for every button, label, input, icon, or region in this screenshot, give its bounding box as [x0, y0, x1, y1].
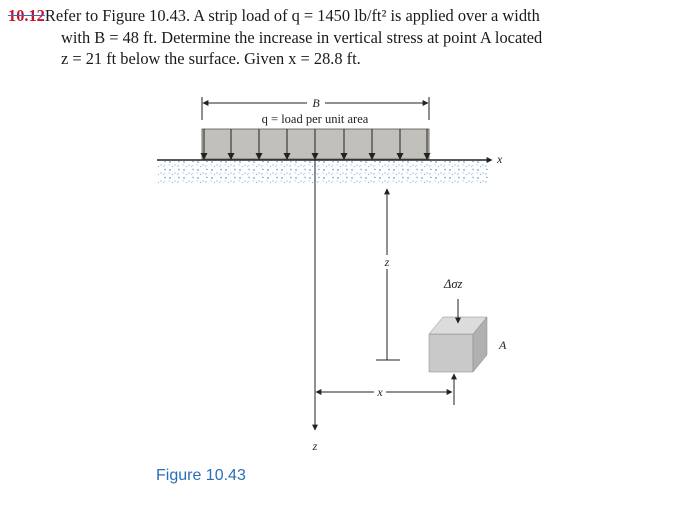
problem-number: 10.12 [8, 6, 45, 25]
label-point-A: A [499, 338, 507, 352]
problem-text-line-1: Refer to Figure 10.43. A strip load of q = 1450 lb/ft² is applied over a width [44, 6, 540, 25]
label-x-distance: x [377, 385, 383, 399]
label-z-axis: z [312, 439, 318, 453]
figure-caption: Figure 10.43 [156, 467, 246, 484]
label-x-axis: x [497, 152, 503, 166]
problem-line-3: z = 21 ft below the surface. Given x = 28.8 ft. [61, 49, 361, 68]
label-B: B [312, 96, 320, 110]
soil-element-cube [429, 317, 487, 372]
soil-band [157, 161, 490, 184]
label-stress-increase: Δσz [444, 277, 463, 291]
label-depth-z: z [384, 255, 390, 269]
label-load-description: q = load per unit area [261, 112, 369, 126]
problem-line-2: with B = 48 ft. Determine the increase in vertical stress at point A located [61, 27, 543, 47]
